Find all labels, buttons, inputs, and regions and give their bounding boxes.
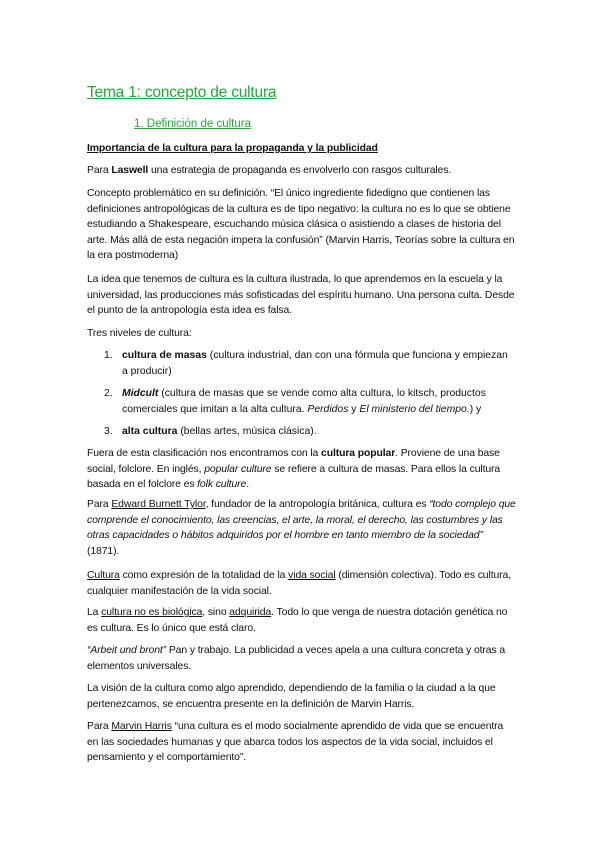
paragraph-vision: La visión de la cultura como algo aprendido, dependiendo de la familia o la ciudad a la que pertenezcamos, se encuentra presente en la definición de Marvin Harris. xyxy=(87,683,496,710)
text: Para xyxy=(87,499,112,510)
paragraph-arbeit xyxy=(87,643,517,674)
text: , fundador de la antropología británica, cultura es xyxy=(205,499,430,510)
text: como expresión de la totalidad de la xyxy=(119,570,289,581)
underlined-text: Marvin Harris xyxy=(111,721,172,732)
paragraph-tylor xyxy=(87,497,517,559)
italic-text: Perdidos xyxy=(307,403,349,415)
subheading: Importancia de la cultura para la propaganda y la publicidad xyxy=(87,143,378,154)
underlined-text: adquirida xyxy=(229,607,272,618)
text: (cultura industrial, dan con una fórmula que funciona y empiezan a producir) xyxy=(122,350,508,377)
paragraph-laswell xyxy=(87,163,517,179)
text: una estrategia de propaganda es envolverlo con rasgos culturales. xyxy=(148,165,452,176)
underlined-text: Edward Burnett Tylor xyxy=(111,499,206,510)
bold-text: cultura de masas xyxy=(122,350,207,361)
bold-text: alta cultura xyxy=(122,426,178,437)
text: (cultura de masas que se vende como alta cultura, lo kitsch, productos comerciales que imitan a la alta cultura. xyxy=(122,388,486,415)
paragraph-biological xyxy=(87,605,517,636)
text: Fuera de esta clasificación nos encontramos con la xyxy=(87,448,322,459)
text: ) y xyxy=(469,403,482,415)
text: se refiere a cultura de masas. Para ellos la cultura basada en el folclore es xyxy=(87,463,501,491)
text: . xyxy=(246,479,249,491)
text: Para xyxy=(87,165,112,176)
text: y xyxy=(348,403,360,415)
heading-paragraph xyxy=(87,141,517,157)
paragraph-popular xyxy=(87,446,517,493)
paragraph-levels: Tres niveles de cultura: xyxy=(87,328,192,339)
list-number: 1. xyxy=(104,350,113,361)
paragraph-idea: La idea que tenemos de cultura es la cultura ilustrada, lo que aprendemos en la escuela y la universidad, las producciones más sofisticadas del espíritu humano. Una persona culta. Desde el punto de la antropología esta idea es falsa. xyxy=(87,274,515,317)
underlined-text: Cultura xyxy=(87,570,120,581)
text: Pan y trabajo. La publicidad a veces apela a una cultura concreta y otras a elementos universales. xyxy=(87,645,506,672)
text: (dimensión colectiva). Todo es cultura, cualquier manifestación de la vida social. xyxy=(87,570,511,597)
paragraph-harris xyxy=(87,719,517,766)
list-number: 3. xyxy=(104,426,113,437)
text: (1871). xyxy=(87,545,120,557)
text: Para xyxy=(87,721,112,732)
underlined-text: cultura no es biológica xyxy=(101,607,203,618)
paragraph-social xyxy=(87,568,517,599)
italic-text: El ministerio del tiempo. xyxy=(359,403,470,415)
paragraph-concept: Concepto problemático en su definición. “El único ingrediente fidedigno que contienen las definiciones antropológicas de la cultura es de tipo negativo: la cultura no es lo que se obtiene estudiando a Shakespeare, escuchando música clásica o asistiendo a clases de historia del arte. Más allá de esta negación impera la confusión” (Marvin Harris, Teorías sobre la cultura en la era postmoderna) xyxy=(87,188,515,262)
text: . Todo lo que venga de nuestra dotación genética no es cultura. Es lo único que está claro. xyxy=(87,607,508,634)
section-title: 1. Definición de cultura xyxy=(134,118,251,130)
italic-quote: “todo complejo que comprende el conocimiento, las creencias, el arte, la moral, el derecho, las costumbres y las otras capacidades o hábitos adquiridos por el hombre en tanto miembro de la sociedad” xyxy=(87,499,516,542)
underlined-text: vida social xyxy=(288,570,336,581)
text: “una cultura es el modo socialmente aprendido de vida que se encuentra en las sociedades humanas y que abarca todos los aspectos de la vida social, incluidos el pensamiento y el comportamiento”. xyxy=(87,721,504,764)
page-title: Tema 1: concepto de cultura xyxy=(87,84,277,101)
text: La xyxy=(87,607,102,618)
text: . Proviene de una base social, folclore. En inglés, xyxy=(87,448,500,475)
text: (bellas artes, música clásica). xyxy=(177,426,317,437)
italic-quote: “Arbeit und bront” xyxy=(87,645,167,656)
bold-text: Laswell xyxy=(111,165,149,176)
text: , sino xyxy=(202,607,230,618)
italic-text: folk culture xyxy=(197,479,247,491)
bold-text: Midcult xyxy=(122,388,159,399)
list-number: 2. xyxy=(104,388,113,399)
italic-text: popular culture xyxy=(204,463,272,475)
bold-text: cultura popular xyxy=(321,448,396,459)
